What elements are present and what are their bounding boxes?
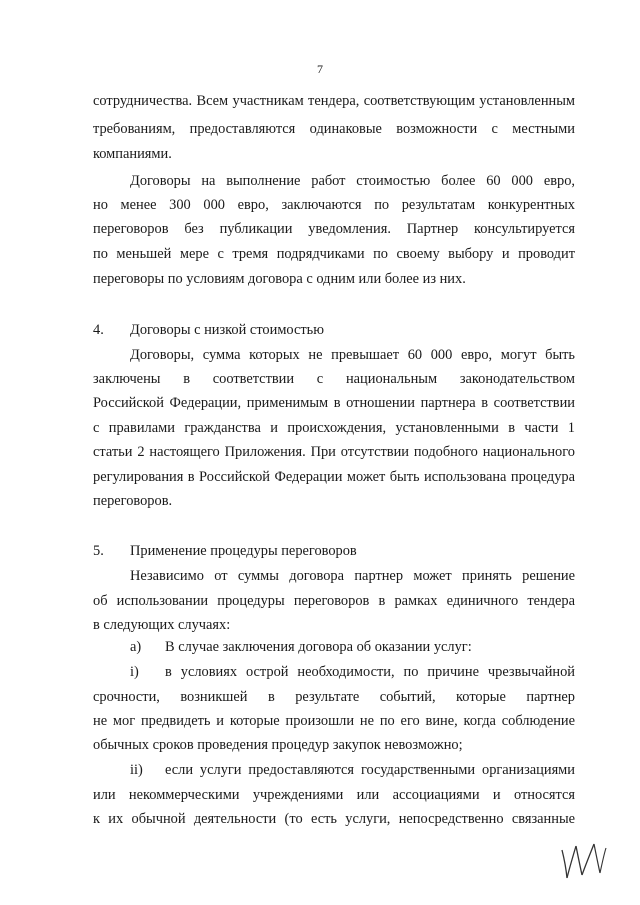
text-line: переговоры по условиям договора с одним или более из них. [93,271,466,287]
text-line: переговоров. [93,493,173,509]
text-line: требованиям, предоставляются одинаковые возможности с местными [93,121,575,137]
text-line: компаниями. [93,146,172,162]
text-line: регулирования в Российской Федерации может быть использована процедура [93,469,575,485]
text-line: Независимо от суммы договора партнер может принять решение [130,568,575,584]
list-item-label: а) [130,639,142,655]
text-line: к их обычной деятельности (то есть услуги, непосредственно связанные [93,811,575,827]
text-line: переговоров без публикации уведомления. Партнер консультируется [93,221,575,237]
text-line: Договоры на выполнение работ стоимостью более 60 000 евро, [130,173,575,189]
list-item-text: если услуги предоставляются государственными организациями [165,762,575,778]
text-line: не мог предвидеть и которые произошли не по его вине, когда соблюдение [93,713,575,729]
section-number: 5. [93,543,104,559]
text-line: сотрудничества. Всем участникам тендера, соответствующим установленным [93,93,575,109]
text-line: заключены в соответствии с национальным законодательством [93,371,575,387]
text-line: по меньшей мере с тремя подрядчиками по своему выбору и проводит [93,246,575,262]
text-line: Договоры, сумма которых не превышает 60 000 евро, могут быть [130,347,575,363]
handwritten-signature [556,840,608,880]
section-title: Договоры с низкой стоимостью [130,322,324,338]
text-line: или некоммерческими учреждениями или ассоциациями и относятся [93,787,575,803]
text-line: но менее 300 000 евро, заключаются по результатам конкурентных [93,197,575,213]
section-title: Применение процедуры переговоров [130,543,357,559]
list-item-label: i) [130,664,139,680]
list-item-text: В случае заключения договора об оказании услуг: [165,639,472,655]
text-line: обычных сроков проведения процедур закупок невозможно; [93,737,463,753]
text-line: об использовании процедуры переговоров в рамках единичного тендера [93,593,575,609]
text-line: срочности, возникшей в результате событий, которые партнер [93,689,575,705]
text-line: статьи 2 настоящего Приложения. При отсутствии подобного национального [93,444,575,460]
text-line: с правилами гражданства и происхождения, установленными в части 1 [93,420,575,436]
text-line: в следующих случаях: [93,617,231,633]
list-item-label: ii) [130,762,143,778]
section-number: 4. [93,322,104,338]
text-line: Российской Федерации, применимым в отношении партнера в соответствии [93,395,575,411]
list-item-text: в условиях острой необходимости, по причине чрезвычайной [165,664,575,680]
page-number: 7 [317,62,323,76]
